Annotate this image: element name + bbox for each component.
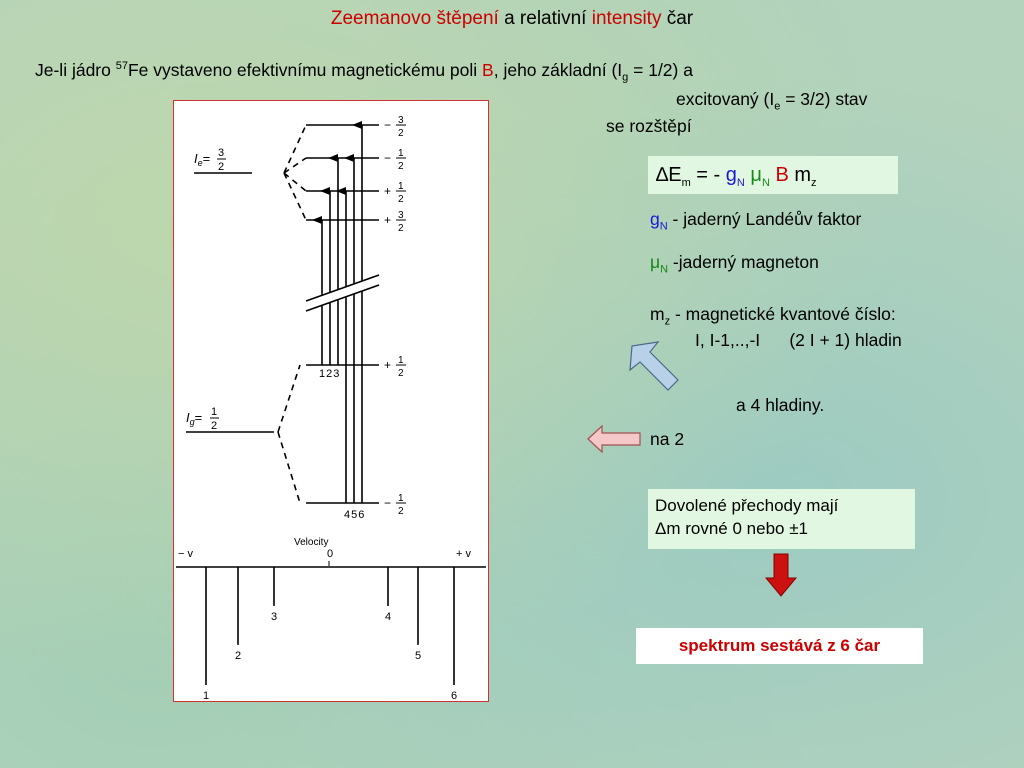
intro-text-b: Fe vystaveno efektivnímu magnetickému poli	[127, 60, 483, 80]
axis-break	[306, 275, 379, 311]
spectrum-line-label-4: 4	[385, 610, 392, 623]
spectrum-line-label-6: 6	[451, 690, 458, 701]
svg-text:3: 3	[398, 210, 404, 221]
formula-equals: = -	[690, 164, 726, 186]
result-box: spektrum sestává z 6 čar	[636, 628, 923, 664]
title-part-lines: čar	[661, 8, 694, 29]
title-part-splitting: Zeemanovo štěpení	[330, 8, 499, 29]
ground-split-dash-2	[278, 432, 300, 503]
ground-state-label: $I_g=$	[186, 410, 203, 427]
ground-levels-text: na 2	[650, 429, 685, 449]
svg-text:1: 1	[398, 493, 404, 504]
velocity-plus-label: + v	[456, 548, 471, 560]
selection-rules-box	[648, 489, 915, 549]
left-arrow-icon	[586, 424, 642, 454]
velocity-label: Velocity	[294, 537, 329, 548]
formula-delta-e: ∆E	[656, 164, 682, 186]
field-symbol: B	[482, 60, 494, 80]
excited-split-dash-4	[284, 173, 306, 220]
title-part-intensity: intensity	[591, 8, 662, 29]
def-nuclear-magneton	[650, 252, 819, 276]
slide-title	[0, 8, 1024, 30]
def-g: g	[650, 209, 660, 229]
zeeman-diagram-svg	[174, 101, 488, 701]
svg-text:−: −	[384, 496, 392, 510]
excited-split-dash-2	[284, 158, 306, 173]
velocity-zero-label: 0	[327, 548, 334, 560]
isotope-mass: 57	[115, 60, 128, 73]
excited-levels-text: a 4 hladiny.	[736, 395, 825, 415]
formula-b: B	[769, 164, 789, 186]
ground-state-den: 2	[211, 420, 218, 432]
svg-text:1: 1	[398, 355, 404, 366]
svg-text:+: +	[384, 358, 392, 372]
svg-text:1: 1	[398, 148, 404, 159]
intro-text-e: excitovaný (I	[676, 89, 775, 109]
def-g-text: - jaderný Landéův faktor	[667, 209, 862, 229]
formula-mu: μ	[744, 164, 762, 186]
def-g-sub: N	[659, 220, 668, 233]
intro-text-f: = 3/2) stav	[780, 89, 868, 109]
intro-text-d: = 1/2) a	[628, 60, 693, 80]
excited-state-num: 3	[218, 147, 225, 159]
excited-state-label: $I_e=$	[194, 151, 211, 168]
ground-state-num: 1	[211, 406, 218, 418]
spectrum-line-label-1: 1	[203, 690, 210, 701]
mossbauer-spectrum	[203, 567, 457, 701]
def-landé-factor	[650, 209, 861, 233]
svg-text:−: −	[384, 151, 392, 165]
excited-mz-label-3	[384, 181, 406, 205]
ground-mz-label-1	[384, 355, 406, 379]
formula-mu-sub: N	[761, 177, 770, 189]
formula-g-sub: N	[736, 177, 745, 189]
svg-text:2: 2	[398, 161, 404, 172]
intro-line-2	[676, 89, 867, 113]
spectrum-line-label-5: 5	[415, 649, 422, 662]
energy-formula	[648, 156, 898, 194]
excited-mz-label-2	[384, 148, 406, 172]
svg-text:3: 3	[398, 115, 404, 126]
formula-m-sub: m	[681, 177, 691, 189]
down-arrow-icon	[764, 552, 798, 598]
ground-subscript: g	[622, 71, 629, 84]
svg-text:2: 2	[398, 368, 404, 379]
intro-text-c: , jeho základní (I	[493, 60, 623, 80]
intro-line-3: se rozštěpí	[606, 116, 692, 136]
def-mu-text: -jaderný magneton	[668, 252, 819, 272]
spectrum-line-label-2: 2	[235, 649, 242, 662]
svg-text:−: −	[384, 118, 392, 132]
transition-labels-456: 456	[344, 509, 366, 521]
def-mu-sub: N	[660, 263, 669, 276]
intro-line-1	[35, 60, 693, 84]
svg-text:+: +	[384, 213, 392, 227]
def-mu: μ	[650, 252, 661, 272]
svg-text:1: 1	[398, 181, 404, 192]
svg-text:2: 2	[398, 506, 404, 517]
svg-text:2: 2	[398, 194, 404, 205]
mz-labels	[384, 115, 406, 517]
def-mz-values: I, I-1,..,-I (2 I + 1) hladin	[695, 330, 902, 350]
excited-subscript: e	[774, 100, 781, 113]
ground-mz-label-2	[384, 493, 406, 517]
excited-mz-label-1	[384, 115, 406, 139]
excited-split-dash-3	[284, 173, 306, 191]
svg-text:+: +	[384, 184, 392, 198]
excited-mz-label-4	[384, 210, 406, 234]
def-m-sub: z	[664, 315, 671, 328]
rules-line-2: Δm rovné 0 nebo ±1	[655, 519, 808, 538]
formula-mz-sub: z	[811, 177, 817, 189]
def-magnetic-quantum-number	[650, 304, 896, 328]
def-m-text: - magnetické kvantové číslo:	[670, 304, 896, 324]
zeeman-diagram	[173, 100, 489, 702]
intro-text-a: Je-li jádro	[35, 60, 116, 80]
formula-g: g	[725, 164, 737, 186]
spectrum-line-label-3: 3	[271, 610, 278, 623]
svg-text:2: 2	[398, 223, 404, 234]
velocity-minus-label: − v	[178, 548, 193, 560]
rules-line-1: Dovolené přechody mají	[655, 496, 839, 515]
excited-state-den: 2	[218, 161, 225, 173]
def-m: m	[650, 304, 665, 324]
title-part-and: a relativní	[498, 8, 592, 29]
formula-m: m	[788, 164, 812, 186]
diagonal-arrow-icon	[628, 340, 684, 396]
transition-labels-123: 123	[319, 368, 341, 380]
ground-split-dash-1	[278, 365, 300, 432]
svg-text:2: 2	[398, 128, 404, 139]
